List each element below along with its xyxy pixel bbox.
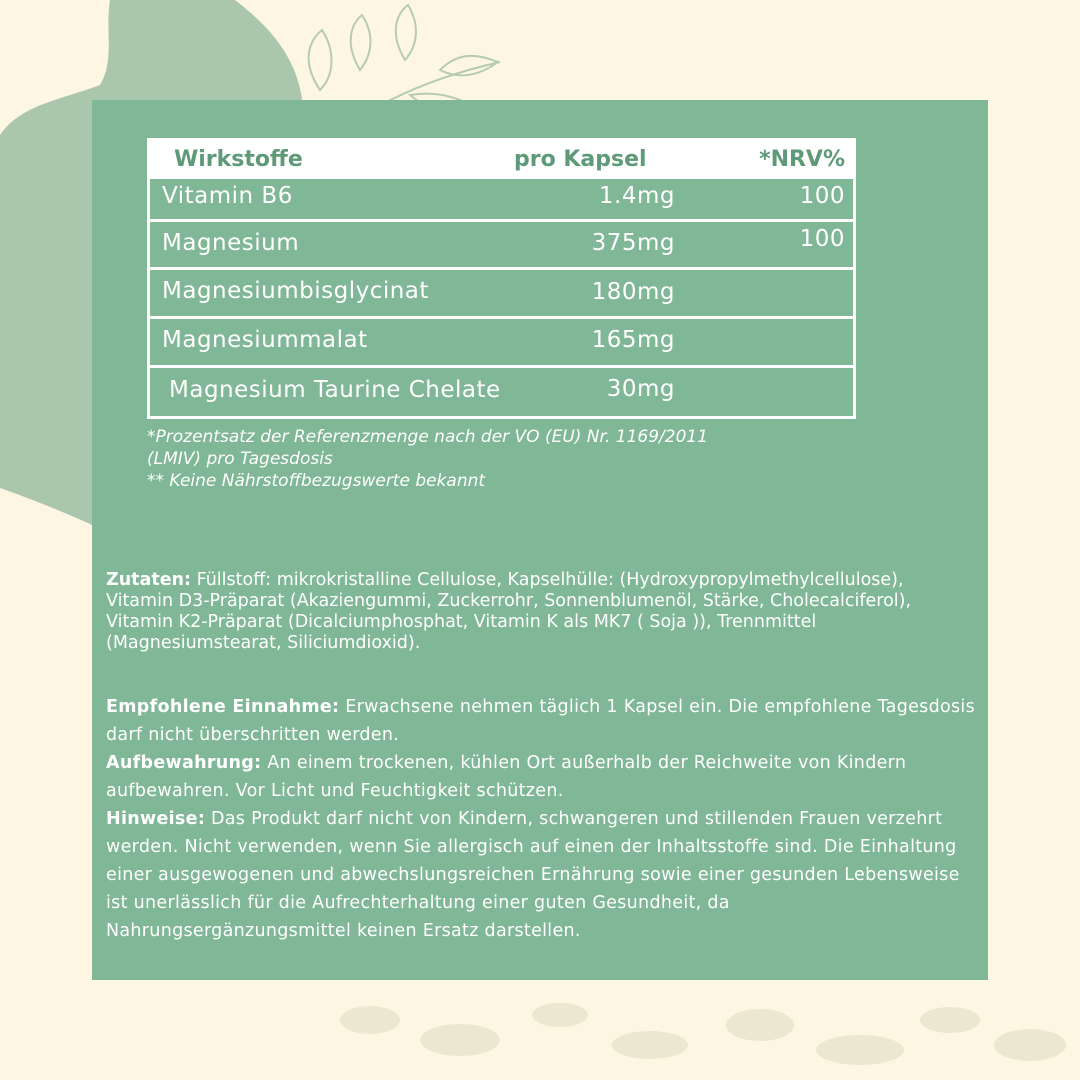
- ingredients-label: Zutaten:: [106, 570, 192, 590]
- ingredients-section: [106, 570, 976, 654]
- row-name: Magnesiummalat: [162, 327, 368, 353]
- row-amount: 375mg: [591, 230, 675, 256]
- row-name: Magnesium Taurine Chelate: [169, 377, 501, 403]
- row-amount: 180mg: [591, 279, 675, 305]
- row-amount: 30mg: [606, 376, 675, 402]
- table-row: [150, 179, 853, 219]
- notes-paragraph: [106, 805, 976, 945]
- row-amount: 165mg: [591, 327, 675, 353]
- footnote-no-reference-values: ** Keine Nährstoffbezugswerte bekannt: [147, 471, 486, 491]
- table-header: [150, 141, 853, 179]
- footnote-nrv-reference: *Prozentsatz der Referenzmenge nach der VO (EU) Nr. 1169/2011: [147, 427, 709, 447]
- intake-paragraph: [106, 693, 976, 749]
- intake-text: Erwachsene nehmen täglich 1 Kapsel ein. Die empfohlene Tagesdosis darf nicht überschritten werden.: [106, 697, 976, 745]
- blurred-leaves-decoration: [340, 1003, 1066, 1065]
- table-row: [150, 316, 853, 365]
- table-row: [150, 219, 853, 267]
- header-amount: pro Kapsel: [514, 147, 647, 172]
- storage-paragraph: [106, 749, 976, 805]
- storage-text: An einem trockenen, kühlen Ort außerhalb der Reichweite von Kindern aufbewahren. Vor Licht und Feuchtigkeit schützen.: [106, 753, 907, 801]
- row-nrv: 100: [799, 226, 845, 252]
- footnote-nrv-continuation: (LMIV) pro Tagesdosis: [147, 449, 333, 469]
- notes-label: Hinweise:: [106, 809, 206, 829]
- header-name: Wirkstoffe: [174, 147, 303, 172]
- row-name: Magnesiumbisglycinat: [162, 278, 429, 304]
- ingredients-text: Füllstoff: mikrokristalline Cellulose, Kapselhülle: (Hydroxypropylmethylcellulose), Vitamin D3-Präparat (Akaziengummi, Zuckerrohr, Sonnenblumenöl, Stärke, Cholecalciferol), Vitamin K2-Präparat (Dicalciumphosphat, Vitamin K als MK7 ( Soja )), Trennmittel (Magnesiumstearat, Siliciumdioxid).: [106, 570, 912, 653]
- row-name: Magnesium: [162, 230, 300, 256]
- storage-label: Aufbewahrung:: [106, 753, 262, 773]
- nutrient-table: [147, 138, 856, 419]
- footnotes: [147, 426, 847, 492]
- table-row: [150, 365, 853, 416]
- intake-label: Empfohlene Einnahme:: [106, 697, 340, 717]
- instructions-section: [106, 693, 976, 945]
- row-amount: 1.4mg: [598, 183, 675, 209]
- row-name: Vitamin B6: [162, 183, 293, 209]
- row-nrv: 100: [799, 183, 845, 209]
- table-row: [150, 267, 853, 316]
- header-nrv: *NRV%: [759, 147, 845, 172]
- notes-text: Das Produkt darf nicht von Kindern, schwangeren und stillenden Frauen verzehrt werden. Nicht verwenden, wenn Sie allergisch auf einen der Inhaltsstoffe sind. Die Einhaltung einer ausgewogenen und abwechslungsreichen Ernährung sowie einer gesunden Lebensweise ist unerlässlich für die Aufrechterhaltung einer guten Gesundheit, da Nahrungsergänzungsmittel keinen Ersatz darstellen.: [106, 809, 960, 941]
